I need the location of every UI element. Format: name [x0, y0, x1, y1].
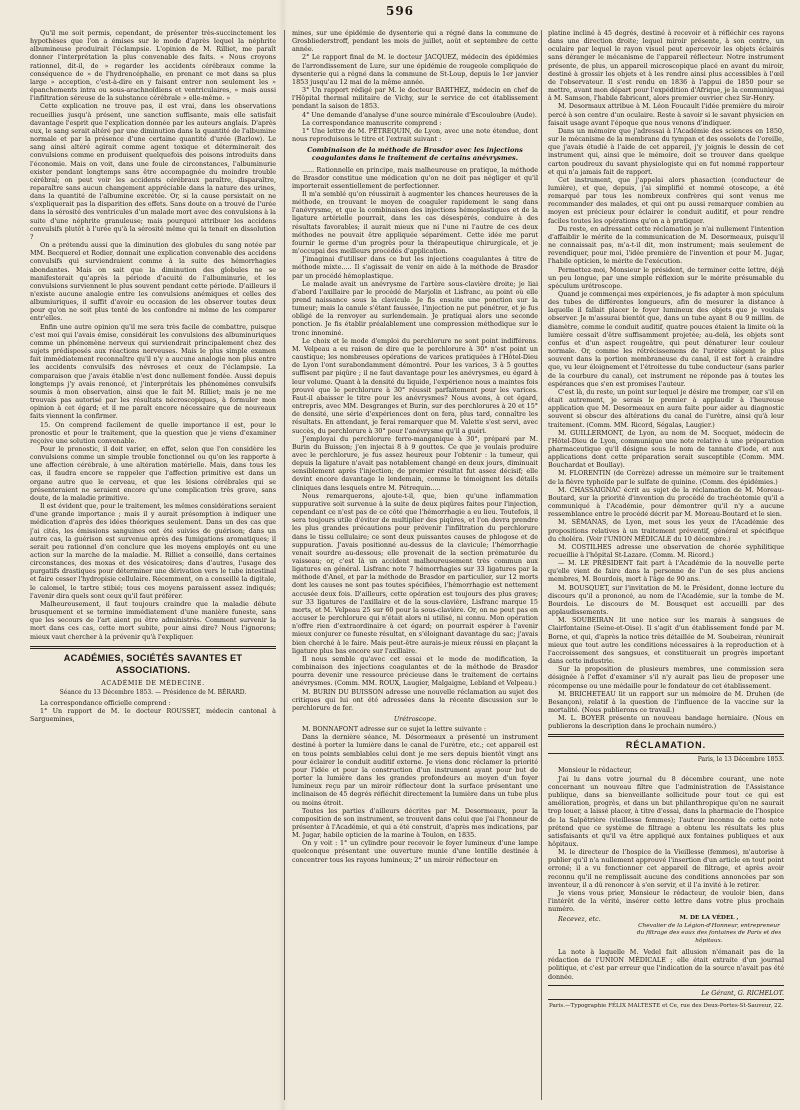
paragraph: M. BONNAFONT adresse sur ce sujet la lettre suivante :: [302, 725, 486, 734]
paragraph: M. GUILLERMONT, de Lyon, au nom de M. Socquet, médecin de l'Hôtel-Dieu de Lyon, communique une note relative à une préparation pharmaceutique qu'il désigne sous le nom de tannate d'iode, et aux applications dont cette préparation serait susceptible (Comm. MM. Bouchardat et Boullay).: [548, 428, 784, 470]
paragraph: Dans la dernière séance, M. Désormeaux a présenté un instrument destiné à porter la lumière dans le canal de l'urètre, etc.; cet appareil est en tous points semblables celui dont je me sers depuis bientôt vingt ans pour éclairer le conduit auditif externe. Je viens donc réclamer la priorité pour l'idée et pour la construction d'un instrument ayant pour but de porter la lumière dans les grandes profondeurs au moyen d'un foyer lumineux reçu par un miroir réflecteur dont la surface présentant une inclinaison de 45 degrés réfléchit directement la lumière dans un tube plus ou moins étroit.: [292, 733, 538, 807]
paragraph: M. Desormaux attribue à M. Léon Foucault l'idée première du miroir percé à son centre d'un oculaire. Reste à savoir si le savant physicien en faisait usage avant l'époque que nous venons d'indiquer.: [548, 102, 784, 127]
paragraph: M. BOUSQUET, sur l'invitation de M. le Président, donne lecture du discours qu'il a prononcé, au nom de l'Académie, sur la tombe de M. Bourdois. Le discours de M. Bousquet est accueilli par des applaudissements.: [548, 583, 784, 617]
paragraph: platine incliné à 45 degrés, destiné à recevoir et à réfléchir ces rayons dans une direction droite; lequel miroir présente, à son centre, un oculaire par lequel le rayon visuel peut apercevoir les objets éclairés sans déranger le mécanisme de l'appareil réflecteur. Notre instrument présente, de plus, un appareil microscopique placé en avant du miroir, destiné à grossir les objets et à les rendre ainsi plus accessibles à l'œil de l'observateur. Il s'est rendu en 1836 à l'appui de 1850 pour se mettre, avant mon départ pour l'expédition d'Afrique, je la communiquai à M. Samson, l'habile fabricant, alors premier ouvrier chez Sir-Henry.: [548, 29, 784, 103]
paragraph: Quand je commençai mes expériences, je fis adapter à mon spéculum des tubes de différentes longueurs, afin de mesurer la distance à laquelle il fallait placer le foyer lumineux des objets que je voulais observer. Je m'assurai bientôt que, dans un tube ayant 8 ou 9 millim. de diamètre, comme le conduit auditif, quatre pouces étaient la limite où la lumière cessait d'être suffisamment projetée; au-delà, les objets sont confus et d'un aspect rougeâtre, qui peut dénaturer leur couleur normale. Or, comme les rétrécissemens de l'urètre siègent le plus souvent dans la portion membraneuse du canal, il est fort à craindre que, vu leur éloignement et l'étroitesse du tube conducteur (sans parler de la courbure du canal), cet instrument ne réponde pas à toutes les espérances que s'en est promises l'auteur.: [548, 290, 784, 388]
paragraph: J'imaginai d'utiliser dans ce but les injections coagulantes à titre de méthode mixte..... Il s'agissait de venir en aide à la méthode de Brasdor par un procédé hémoplastique.: [292, 255, 538, 280]
paragraph: — M. LE PRÉSIDENT fait part à l'Académie de la nouvelle perte qu'elle vient de faire dans la personne de l'un de ses plus anciens membres, M. Bourdois, mort à l'âge de 90 ans.: [548, 559, 784, 584]
paragraph: C'est là, du reste, un point sur lequel je désire me tromper, car s'il en était autrement, je serais le premier à applaudir à l'heureuse application que M. Desormeaux en aura faite pour aider au diagnostic souvent si obscur des altérations du canal de l'urètre, ainsi qu'à leur traitement. (Comm. MM. Ricord, Ségalas, Laugier.): [548, 387, 784, 429]
letter-signature: [634, 915, 784, 945]
paragraph: Enfin une autre opinion qu'il me sera très facile de combattre, puisque c'est moi qui l'avais émise, considérait les convulsions des albuminuriques comme un phénomène nerveux qui surviendrait principalement chez des sujets prédisposés aux réactions nerveuses. Mais le plus simple examen fait immédiatement reconnaître qu'il n'y a aucune analogie non plus entre les accidents convulsifs des névroses et ceux de l'éclampsie. La comparaison que j'avais établie n'est donc nullement fondée. Aussi depuis longtemps j'y avais renoncé, et j'interprétais les phénomènes convulsifs soumis à mon observation, ainsi que le fait M. Rilliet; mais je ne me trouvais pas autorisé par les résultats nécroscopiques, à formuler mon opinion à cet égard; et il me paraît encore nécessaire que de nouveaux faits viennent la confirmer.: [30, 322, 276, 421]
paragraph: Il est évident que, pour le traitement, les mêmes considérations seraient d'une grande importance ; mais il y aurait présomption à indiquer une médication d'après des idées théoriques seulement. Dans un des cas que j'ai cités, les émissions sanguines ont été suivies de guérison; dans un autre cas, la guérison est survenue après des fumigations aromatiques; il serait peu rationnel d'en conclure que les moyens employés ont eu une action sur la marche de la maladie. M. Rilliet a conseillé, dans certaines circonstances, des moxas et des vésicatoires; dans d'autres, l'usage des purgatifs drastiques pour déterminer une dérivation vers le tube intestinal et faire cesser l'hydropisie cellulaire. Récemment, on a conseillé la digitale, le calomel, le tartre stibié; tous ces moyens paraissent assez indiqués; l'avenir dira quels sont ceux qu'il faut préférer.: [30, 502, 276, 600]
paragraph: M. COSTILHES adresse une observation de chorée syphilitique recueillie à l'hôpital St-Lazare. (Comm. M. Ricord.): [548, 542, 784, 559]
paragraph: J'ai lu dans votre journal du 8 décembre courant, une note concernant un nouveau filtre que l'administration de l'Assistance publique, dans sa bienveillante sollicitude pour tout ce qui est amélioration, progrès, et dans un but philanthropique qu'on ne saurait trop louer, a laissé placer, à titre d'essai, dans la pharmacie de l'hospice de la Salpêtrière (vieillesse femmes); l'auteur inconnu de cette note prétend que ce système de filtrage a obtenu les résultats les plus satisfaisants et qu'il va être appliqué aux fontaines publiques et aux hôpitaux.: [548, 774, 784, 848]
paragraph: Cet instrument, que j'appelai alors phasaction (conducteur de lumière), et que, depuis, j'ai simplifié et nommé otoscope, a été remarqué par tous les nombreux confrères qui sont venus me recommander des malades, et qui ont pu aussi remarquer combien au moyen est précieux pour éclairer le conduit auditif, et pour rendre faciles toutes les opérations qu'on a à pratiquer.: [548, 175, 784, 225]
paragraph: M. FLORENTIN (de Corrèze) adresse un mémoire sur le traitement de la fièvre typhoïde par le sulfate de quinine. (Comm. des épidémies.): [548, 469, 784, 486]
paragraph: Qu'il me soit permis, cependant, de présenter très-succinctement les hypothèses que l'on a émises sur le mode d'après lequel la néphrite albumineuse produirait l'éclampsie. L'opinion de M. Rilliet, me paraît donner l'interprétation la plus convenable des faits. « Nous croyons rationnel, dit-il, de » regarder les accidents cérébraux comme la conséquence de » de l'hydrencéphalie, en prenant ce mot dans sa plus large » acception, c'est-à-dire en y faisant entrer non seulement les » épanchements intra ou sous-arachnoïdiens et ventriculaires, » mais aussi l'infiltration séreuse de la substance cérébrale » elle-même. »: [30, 29, 276, 103]
paragraph: Le malade avait un anévrysme de l'artère sous-clavière droite; je liai d'abord l'axillaire par le procédé de Marjolin et Lisfranc, au point où elle prend naissance sous la clavicule. Je fis ensuite une ponction sur la tumeur; mais la canule s'étant faussée, l'injection ne put pénétrer, et je fus obligé de la renvoyer au surlendemain. Je pratiquai alors une seconde ponction. Je fis établir préalablement une compression méthodique sur le tronc innominé.: [292, 279, 538, 337]
paragraph: J'employai du perchlorure ferro-manganique à 30°, préparé par M. Burin du Buisson; j'en injectai 8 à 9 gouttes. Ce que je voulais produire avec le perchlorure, je fus assez heureux pour l'obtenir : la tumeur, qui depuis la ligature n'avait pas notablement changé en deux jours, diminuait sensiblement après l'injection; de premier résultat fut assez décisif; elle devint encore davantage le lendemain, comme le témoignent les détails cliniques dans lesquels entre M. Pétrequin.....: [292, 434, 538, 492]
column-right: [548, 29, 784, 1101]
paragraph: On y voit : 1° un cylindre pour recevoir le foyer lumineux d'une lampe quelconque présentant une ouverture munie d'une lentille destinée à concentrer tous les rayons lumineux; 2° un miroir réflecteur en: [292, 839, 538, 864]
signer-name: M. DE LA VÉDEL ,: [679, 915, 739, 922]
paragraph: Je viens vous prier, Monsieur le rédacteur, de vouloir bien, dans l'intérêt de la vérité, insérer cette lettre dans votre plus prochain numéro.: [548, 888, 784, 914]
sub-heading: ACADÉMIE DE MÉDECINE.: [101, 679, 205, 687]
paragraph: M. BRICHETEAU lit un rapport sur un mémoire de M. Druhen (de Besançon), relatif à la question de l'influence de la vaccine sur la mortalité. (Nous publierons ce travail.): [548, 689, 784, 714]
paragraph: 15. On comprend facilement de quelle importance il est, pour le pronostic et pour le traitement, que la question que je viens d'examiner reçoive une solution convenable.: [30, 420, 276, 445]
letter-salutation: Monsieur le rédacteur,: [558, 765, 632, 774]
paragraph: M. BURIN DU BUISSON adresse une nouvelle réclamation au sujet des critiques qui lui ont été adressées dans la récente discussion sur le perchlorure de fer.: [292, 687, 538, 712]
paragraph: Il nous semble qu'avec cet essai et le mode de modification, la combinaison des injections coagulantes et de la méthode de Brasdor pourra devenir une ressource précieuse dans le traitement de certains anévrysmes. (Comm. MM. ROUX, Laugier, Malgaigne, Lebland et Velpeau.): [292, 654, 538, 688]
reclamation-heading: RÉCLAMATION.: [548, 734, 784, 754]
signer-title: Chevalier de la Légion-d'Honneur, entrepreneur du filtrage des eaux des fontaines de Paris et des hôpitaux.: [636, 922, 782, 944]
paragraph: M. CHASSAIGNAC écrit au sujet de la réclamation de M. Moreau-Boutard, sur la priorité d'invention du procédé de trachéotomie qu'il a communiqué à l'Académie, pour démontrer qu'il n'y a aucune ressemblance entre le procédé décrit par M. Moreau-Boutard et le sien.: [548, 485, 784, 519]
letter-closing: Recevez, etc.: [558, 915, 601, 924]
paragraph: 1° Une lettre de M. PÉTREQUIN, de Lyon, avec une note étendue, dont nous reproduisons le titre et l'extrait suivant :: [292, 126, 538, 144]
paragraph: La correspondance officielle comprend :: [40, 699, 171, 708]
paragraph: La correspondance manuscrite comprend :: [302, 118, 442, 127]
page-number: 596: [385, 4, 415, 18]
paragraph: Sur la proposition de plusieurs membres, une commission sera désignée à l'effet d'examiner s'il n'y aurait pas lieu de proposer une récompense ou une médaille pour le fondateur de cet établissement.: [548, 665, 784, 690]
page-fold-shadow: [278, 0, 288, 1110]
paragraph: M. SOUBEIRAN lit une notice sur les marais à sangsues de Clairfontaine (Seine-et-Oise). Il s'agit d'un établissement fondé par M. Borne, et qui, d'après la notice très détaillée de M. Soubeiran, réunirait mieux que tout autre les conditions nécessaires à la reproduction et à l'accroissement des sangsues, et constituerait un progrès important dans cette industrie.: [548, 616, 784, 666]
paragraph: Toutes les parties d'ailleurs décrites par M. Desormeaux, pour la composition de son instrument, se trouvent dans celui que j'ai l'honneur de présenter à l'Académie, et qui a été construit, d'après mes indications, par M. Jugar, habile opticien de la marine à Toulon, en 1835.: [292, 806, 538, 840]
paragraph: M. SÉMANAS, de Lyon, met sous les yeux de l'Académie des propositions relatives à un traitement préventif, général et spécifique du choléra. (Voir l'UNION MÉDICALE du 10 décembre.): [548, 518, 784, 543]
paragraph: Il m'a semblé qu'on réussirait à augmenter les chances heureuses de la méthode, en trouvant le moyen de coaguler rapidement le sang dans l'anévrysme, et que la combinaison des injections hémoplastiques et de la ligature artérielle pourrait, dans les cas désespérés, conduire à des résultats favorables; il aurait mieux que ni l'une ni l'autre de ces deux méthodes ne pouvait être appliquée séparément. Cette idée me parut fournir le germe d'un progrès pour la thérapeutique chirurgicale, et je m'occupai des meilleurs procédés d'application.: [292, 189, 538, 256]
editor-note: La note à laquelle M. Vedel fait allusion n'émanait pas de la rédaction de l'UNION MÉDICALE ; elle était extraite d'un journal politique, et c'est par erreur que l'indication de la source n'avait pas été donnée.: [548, 948, 784, 981]
signature-block: [548, 915, 784, 945]
letter-date: Paris, le 13 Décembre 1853.: [697, 756, 784, 764]
paragraph: 1° Un rapport de M. le docteur ROUSSET, médecin cantonal à Sarguemines,: [30, 707, 276, 724]
paragraph: Cette explication ne trouve pas, il est vrai, dans les observations recueillies jusqu'à présent, une sanction suffisante, mais elle satisfait davantage l'esprit que l'explication donnée par les auteurs anglais. D'après eux, le sang serait altéré par une diminution dans la quantité de l'albumine normale et par la présence d'une certaine quantité d'urée (Barlow). Le sang ainsi altéré agirait comme agent toxique et déterminerait des convulsions comme en produisent quelquefois des poisons introduits dans l'économie. Mais on voit, dans une foule de circonstances, l'albuminurie exister pendant longtemps sans être accompagnée du moindre trouble cérébral; on peut voir les accidents cérébraux paraître, disparaître, reparaître sans aucun changement appréciable dans la nature des urines, dans la quantité de l'albumine excrétée. Or, si la cause persistait on ne s'expliquerait pas la disparition des effets. Sans doute on a trouvé de l'urée dans la sérosité des ventricules d'un malade mort avec des convulsions à la suite d'une néphrite granuleuse; mais pourquoi attribuer les accidens convulsifs plutôt à l'urée qu'à la sérosité même qui la tenait en dissolution ?: [30, 102, 276, 241]
paragraph: On a prétendu aussi que la diminution des globules du sang notée par MM. Becquerel et Rodier, donnait une explication convenable des accidens convulsifs qui surviendraient comme à la suite des hémorrhagies abondantes. Mais on sait que la diminution des globules ne se manifesterait qu'après la période d'acuité de l'albuminurie, et les convulsions surviennent le plus souvent pendant cette période. D'ailleurs il n'existe aucune analogie entre les convulsions anémiques et celles des albumiuriques, il suffit d'avoir eu occasion de les observer toutes deux pour qu'on ne soit plus tenté de les confondre ni même de les comparer entr'elles.: [30, 241, 276, 323]
column-rule: [541, 30, 542, 1100]
column-middle: [292, 29, 538, 1101]
paragraph: Le choix et le mode d'emploi du perchlorure ne sont point indifférens. M. Velpeau a eu raison de dire que le perchlorure à 30° n'est point un caustique; les nombreuses opérations de varices pratiquées à l'Hôtel-Dieu de Lyon l'ont surabondamment démontré. Pour les varices, 3 à 5 gouttes suffisent par piqûre ; il ne faut davantage pour les anévrysmes, eu égard à leur volume. Quant à la densité du liquide, l'expérience nous a maintes fois prouvé que le perchlorure à 30° réussit parfaitement pour les varices. Faut-il abaisser le titre pour les anévrysmes? Nous avons, à cet égard, entrepris, avec MM. Desgranges et Burin, sur des perchlorures à 20 et 15° de densité, une série d'expériences dont on fera, plus tard, connaître les résultats. En attendant, je ferai remarquer que M. Valette s'est servi, avec succès, du perchlorure à 30° pour l'anévrysme qu'il a guéri.: [292, 336, 538, 435]
paragraph: 2° Le rapport final de M. le docteur JACQUEZ, médecin des épidémies de l'arrondissement de Lure, sur une épidémie de rougeole compliquée de dysenterie qui a régné dans la commune de St-Loup, depuis le 1er janvier 1853 jusqu'au 12 mai de la même année.: [292, 53, 538, 86]
gerant-line: Le Gérant, G. RICHELOT.: [548, 985, 784, 997]
printer-imprint: Paris.—Typographie FÉLIX MALTESTE et Ce, rue des Deux-Portes-St-Sauveur, 22.: [548, 999, 784, 1010]
paragraph: ...... Rationnelle en principe, mais malheureuse en pratique, la méthode de Brasdor constitue une médication qu'on ne doit pas négliger et qu'il importerait essentiellement de perfectionner.: [292, 165, 538, 190]
paragraph: M. L. BOYER présente un nouveau bandage herniaire. (Nous en publierons la description dans le prochain numéro.): [548, 714, 784, 731]
paragraph: 4° Une demande d'analyse d'une source minérale d'Escouloubre (Aude).: [302, 110, 537, 119]
paragraph: Du reste, en adressant cette réclamation je n'ai nullement l'intention d'affaiblir le mérite de la communication de M. Desormeaux, puisqu'il ne connaissait pas, m'a-t-il dit, mon instrument; mais seulement de revendiquer, pour moi, l'idée première de l'invention et pour M. Jugar, l'habile opticien, le mérite de l'exécution.: [548, 224, 784, 266]
column-rule: [284, 30, 285, 1100]
paragraph: Malheureusement, il faut toujours craindre que la maladie débute brusquement et se termine immédiatement d'une manière funeste, sans que les secours de l'art aient pu être administrés. Comment survenir la mort dans ces cas, cette mort subite, pour ainsi dire? Nous l'ignorons; mieux vaut chercher à la prévenir qu'à l'expliquer.: [30, 599, 276, 641]
note-title: Combinaison de la méthode de Brasdor avec les injections coagulantes dans le traitement de certains anévrysmes.: [307, 146, 523, 163]
paragraph: 3° Un rapport rédigé par M. le docteur BARTHEZ, médecin en chef de l'Hôpital thermal militaire de Vichy, sur le service de cet établissement pendant la saison de 1853.: [292, 86, 538, 111]
column-left: [30, 29, 276, 1101]
paragraph: Dans un mémoire que j'adressai à l'Académie des sciences en 1850, sur le mécanisme de la membrane du tympan et des osselets de l'oreille, que j'avais étudié à l'aide de cet appareil, j'y joignis le dessin de cet instrument qui, ainsi que le mémoire, doit se trouver dans quelque carton poudreux du savant physiologiste qui en fut nommé rapporteur et qui n'a jamais fait de rapport.: [548, 126, 784, 176]
paragraph: Permettez-moi, Monsieur le président, de terminer cette lettre, déjà un peu longue, par une simple réflexion sur le mérite présumable du spéculum urétroscope.: [548, 265, 784, 290]
section-heading: ACADÉMIES, SOCIÉTÉS SAVANTES ET ASSOCIATIONS.: [30, 646, 276, 678]
paragraph: Nous remarquerons, ajoute-t-il, que, bien qu'une inflammation suppurative soit survenue à la suite de deux piqûres faites pour l'injection, cependant ce n'est pas de ce côté que l'hémorrhagie a eu lieu. Toutefois, il sera toujours utile d'éviter de multiplier des piqûres, et l'on devra prendre les plus grandes précautions pour prévenir l'infiltration du perchlorure dans le tissu cellulaire; ce sont deux puissantes causes de phlogose et de suppuration. J'avais positionné au-dessus de la clavicule; l'hémorrhagie venait sourdre au-dessous; elle provenait de la section prématurée du vaisseau; or, c'est là un accident malheureusement très commun aux ligatures en général. Lisfranc note 7 hémorrhagies sur 33 ligatures par la méthode d'Anel, et par la méthode de Brasdor en particulier, sur 12 morts dont les causes ne sont pas toutes spécifiées, l'hémorrhagie est nettement accusée deux fois. D'ailleurs, cette opération est toujours des plus graves; sur 33 ligatures de l'axillaire et de la sous-clavière, Lisfranc marque 15 morts, et M. Velpeau 25 sur 60 pour la sous-clavière. Or, on ne peut pas en accuser le perchlorure qui n'était alors ni utilisé, ni connu. Mon opération n'offre rien d'extraordinaire à cet égard; on pourrait espérer à l'avenir mieux conjurer ce funeste résultat, en s'éloignant davantage du sac; j'avais bien cherché à le faire. Mais peut-être aurais-je mieux réussi en plaçant la ligature plus bas encore sur l'axillaire.: [292, 491, 538, 655]
session-line: Séance du 13 Décembre 1853. — Présidence de M. BÉRARD.: [59, 688, 247, 696]
paragraph: M. le directeur de l'hospice de la Vieillesse (femmes), m'autorise à publier qu'il n'a nullement approuvé l'insertion d'un article en tout point erroné; il a vu fonctionner cet appareil de filtrage, et après avoir reconnu qu'il ne remplissait aucune des conditions annoncées par son inventeur, il a dû renoncer à s'en servir, et il l'a invité à le retirer.: [548, 848, 784, 889]
paragraph: mines, sur une épidémie de dysenterie qui a régné dans la commune de Grosbliederstroff, pendant les mois de juillet, août et septembre de cette année.: [292, 29, 538, 54]
note-title: Urétroscope.: [393, 714, 437, 723]
paragraph: Pour le pronostic, il doit varier, en effet, selon que l'on considère les convulsions comme un simple trouble fonctionnel ou qu'on les rapporte à une affection cérébrale, à une altération matérielle. Mais, dans tous les cas, il faudra encore se rappeler que l'affection primitive est dans un organe autre que le cerveau, et que les lésions cérébrales qui se présenteraient ne seraient encore qu'une complication très grave, sans doute, de la maladie primitive.: [30, 444, 276, 502]
